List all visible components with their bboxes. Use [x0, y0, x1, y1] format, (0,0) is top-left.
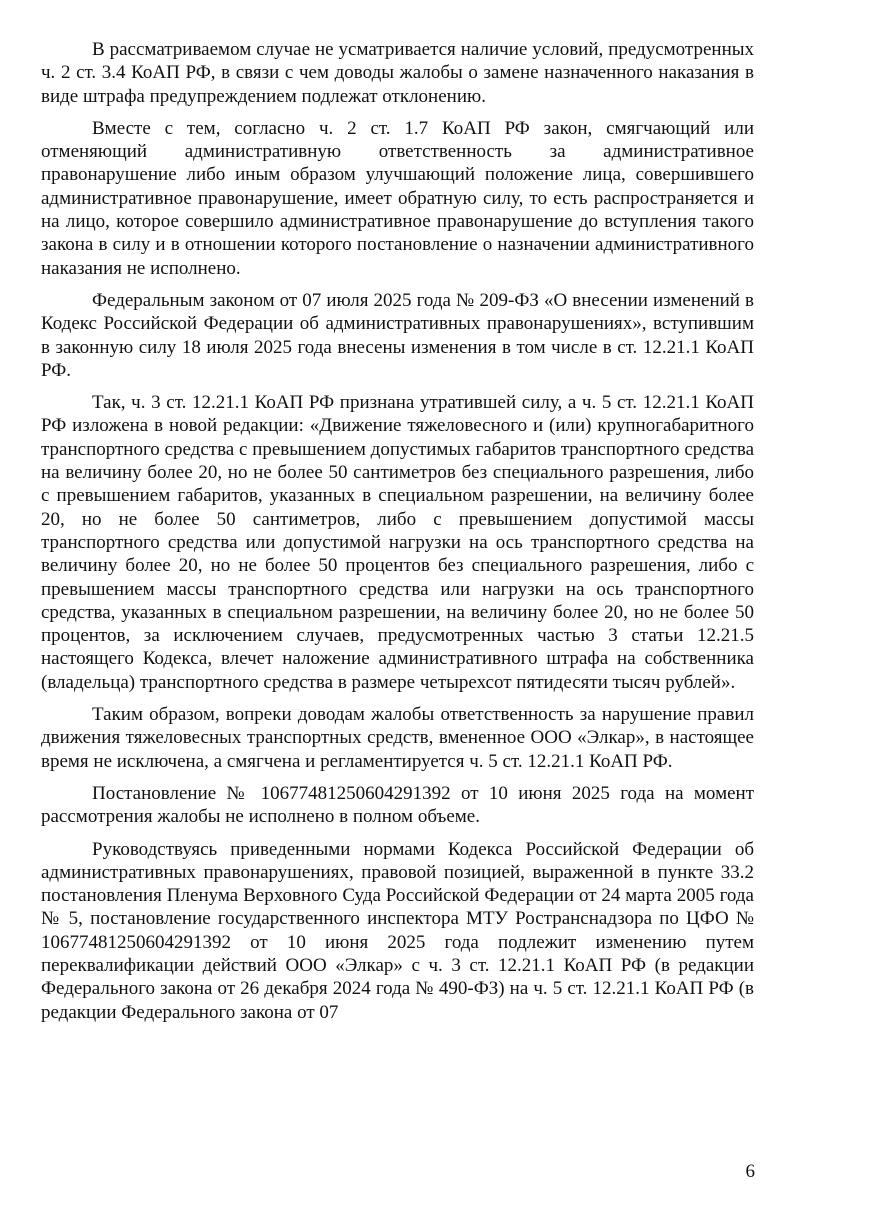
page-number: 6 [745, 1161, 755, 1182]
document-body [41, 38, 754, 1033]
paragraph-retroactive-law: Вместе с тем, согласно ч. 2 ст. 1.7 КоАП РФ закон, смягчающий или отменяющий административную ответственность за административное правонарушение либо иным образом улучшающий положение лица, совершившего административное правонарушение, имеет обратную силу, то есть распространяется и на лицо, которое совершило административное правонарушение до вступления такого закона в силу и в отношении которого постановление о назначении административного наказания не исполнено. [41, 117, 754, 279]
paragraph-federal-law-209: Федеральным законом от 07 июля 2025 года № 209-ФЗ «О внесении изменений в Кодекс Российской Федерации об административных правонарушениях», вступившим в законную силу 18 июля 2025 года внесены изменения в том числе в ст. 12.21.1 КоАП РФ. [41, 289, 754, 381]
paragraph-resolution-not-executed: Постановление № 10677481250604291392 от 10 июня 2025 года на момент рассмотрения жалобы не исполнено в полном объеме. [41, 782, 754, 828]
paragraph-responsibility-mitigated: Таким образом, вопреки доводам жалобы ответственность за нарушение правил движения тяжеловесных транспортных средств, вмененное ООО «Элкар», в настоящее время не исключена, а смягчена и регламентируется ч. 5 ст. 12.21.1 КоАП РФ. [41, 704, 754, 772]
paragraph-requalification: Руководствуясь приведенными нормами Кодекса Российской Федерации об административных правонарушениях, правовой позицией, выраженной в пункте 33.2 постановления Пленума Верховного Суда Российской Федерации от 24 марта 2005 года № 5, постановление государственного инспектора МТУ Ространснадзора по ЦФО № 10677481250604291392 от 10 июня 2025 года подлежит изменению путем переквалификации действий ООО «Элкар» с ч. 3 ст. 12.21.1 КоАП РФ (в редакции Федерального закона от 26 декабря 2024 года № 490-ФЗ) на ч. 5 ст. 12.21.1 КоАП РФ (в редакции Федерального закона от 07 [41, 838, 754, 1023]
paragraph-article-12-21-1-new-edition: Так, ч. 3 ст. 12.21.1 КоАП РФ признана утратившей силу, а ч. 5 ст. 12.21.1 КоАП РФ изложена в новой редакции: «Движение тяжеловесного и (или) крупногабаритного транспортного средства с превышением допустимых габаритов транспортного средства на величину более 20, но не более 50 сантиметров без специального разрешения, либо с превышением габаритов, указанных в специальном разрешении, на величину более 20, но не более 50 сантиметров, либо с превышением допустимой массы транспортного средства или допустимой нагрузки на ось транспортного средства на величину более 20, но не более 50 процентов без специального разрешения, либо с превышением массы транспортного средства или нагрузки на ось транспортного средства, указанных в специальном разрешении, на величину более 20, но не более 50 процентов, за исключением случаев, предусмотренных частью 3 статьи 12.21.5 настоящего Кодекса, влечет наложение административного штрафа на собственника (владельца) транспортного средства в размере четырехсот пятидесяти тысяч рублей». [41, 392, 754, 693]
paragraph-warning-replacement: В рассматриваемом случае не усматривается наличие условий, предусмотренных ч. 2 ст. 3.4 КоАП РФ, в связи с чем доводы жалобы о замене назначенного наказания в виде штрафа предупреждением подлежат отклонению. [41, 39, 754, 107]
